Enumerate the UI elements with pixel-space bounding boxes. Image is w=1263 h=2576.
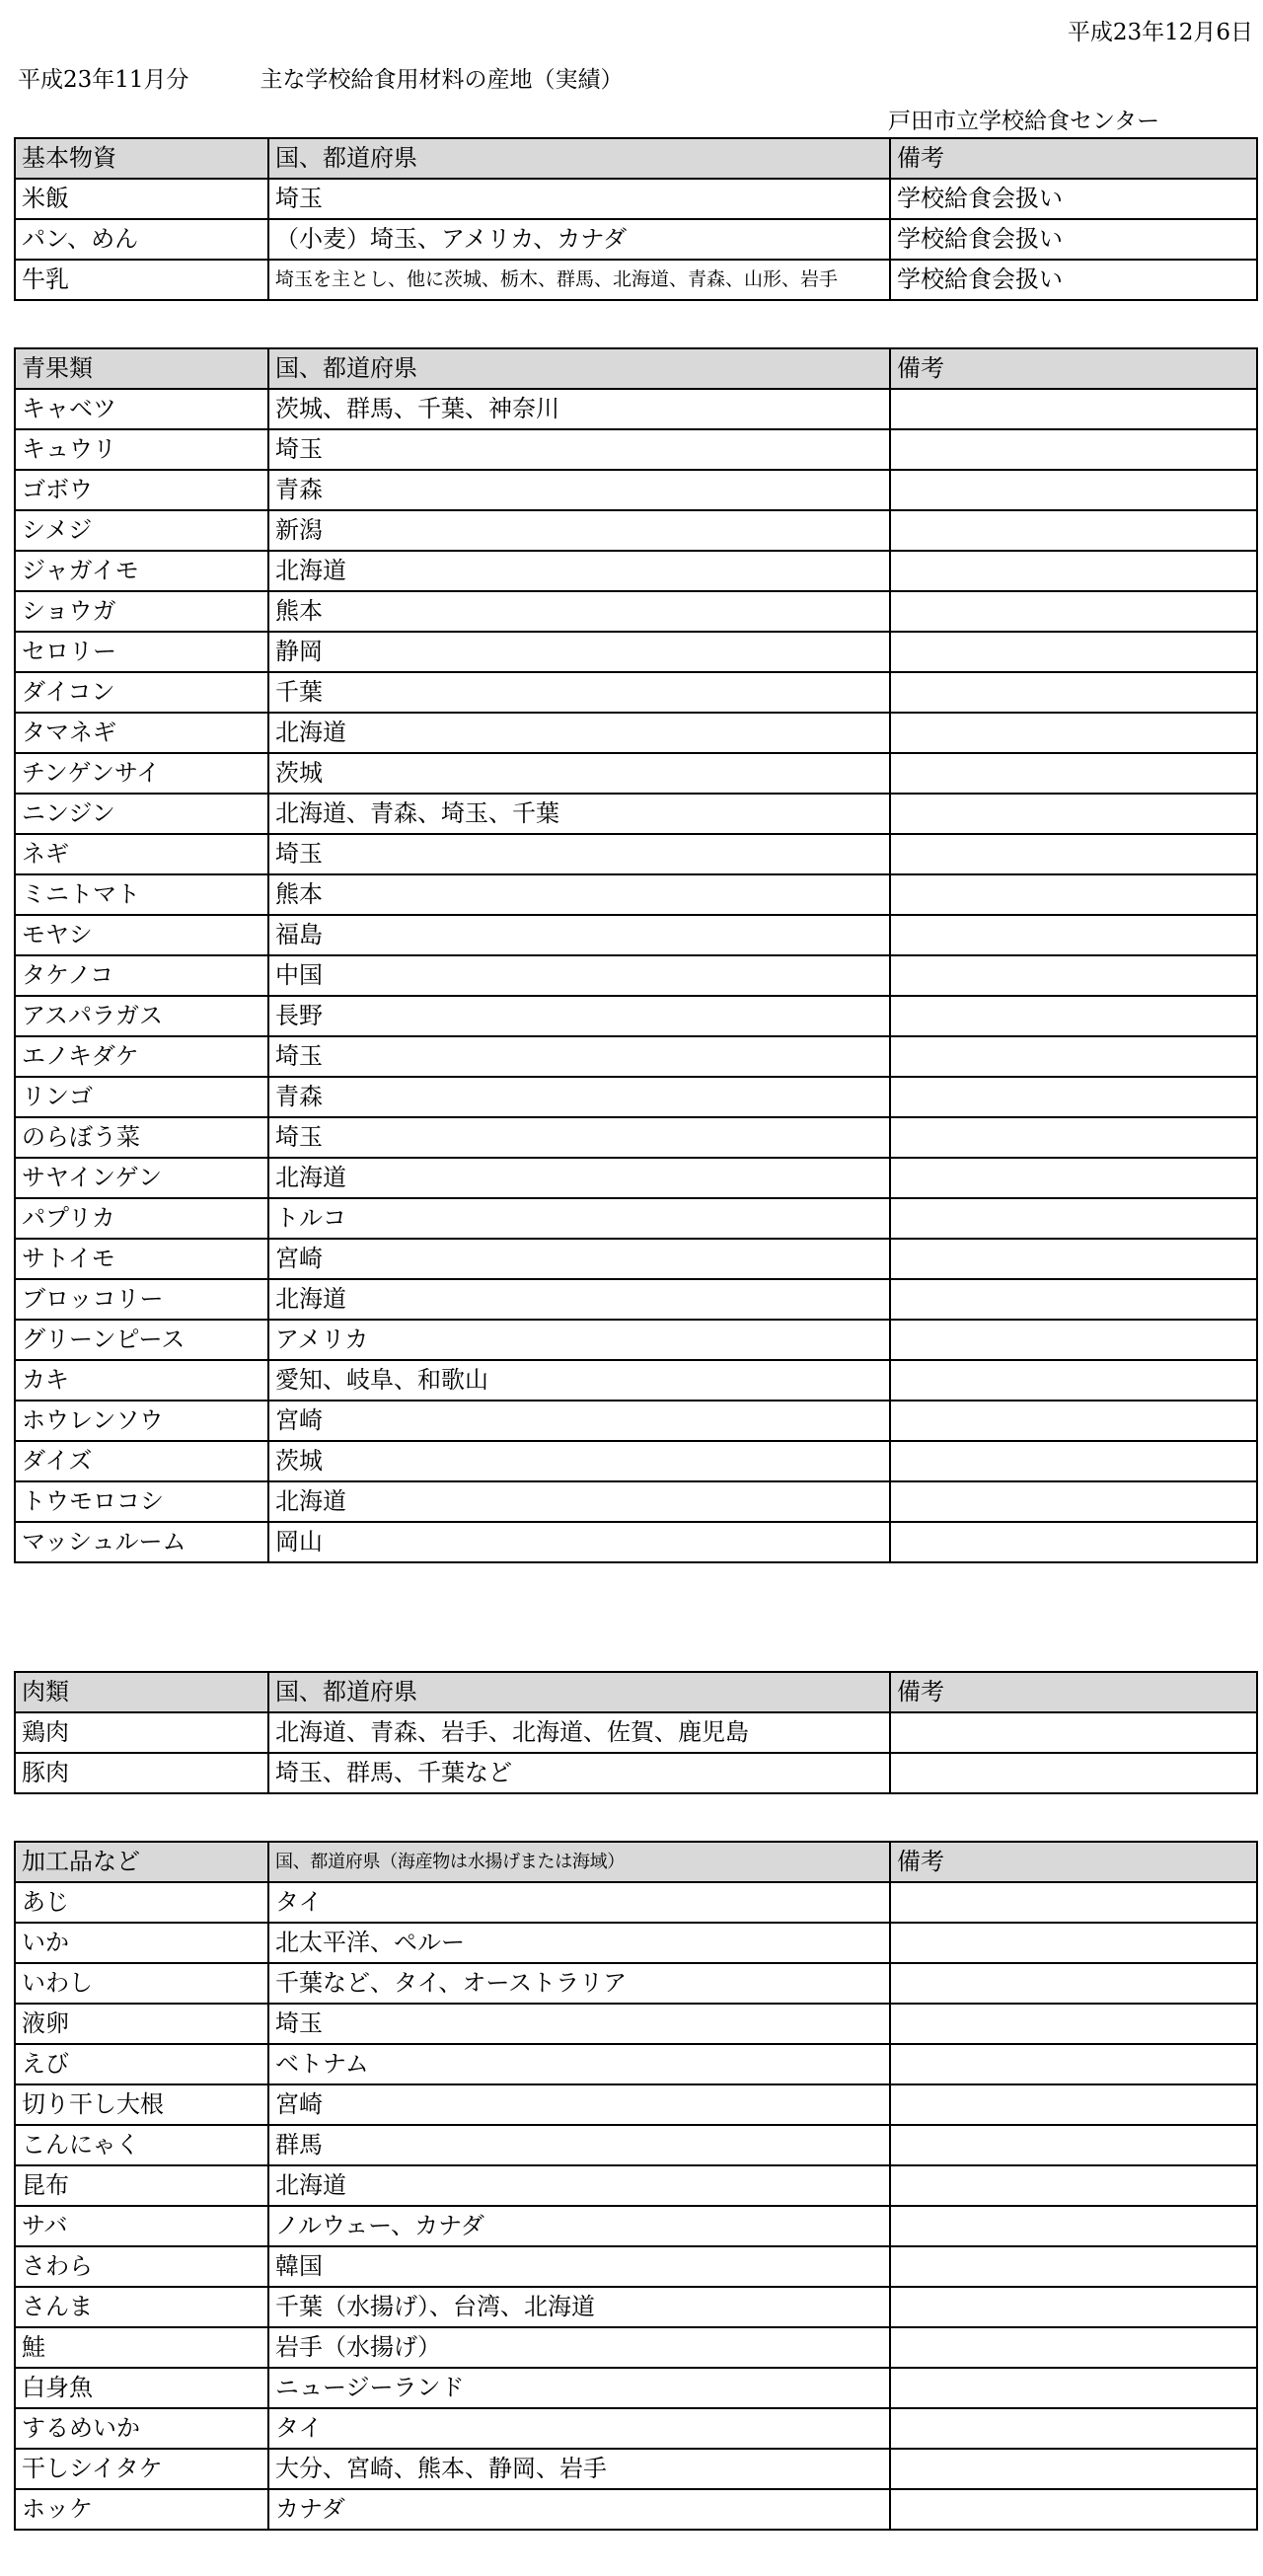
notes-cell: 学校給食会扱い	[890, 179, 1257, 219]
item-name-cell: タケノコ	[15, 955, 268, 996]
item-name-cell: さわら	[15, 2246, 268, 2287]
table-row	[15, 955, 1257, 996]
origin-cell: タイ	[268, 2408, 890, 2449]
document-title	[18, 61, 624, 94]
item-name-cell: ニンジン	[15, 794, 268, 834]
notes-cell	[890, 1712, 1257, 1753]
item-name-cell: のらぼう菜	[15, 1117, 268, 1158]
organization-name: 戸田市立学校給食センター	[888, 109, 1160, 134]
table-row	[15, 1441, 1257, 1481]
origin-header: 国、都道府県	[268, 1672, 890, 1712]
item-name-cell: ダイズ	[15, 1441, 268, 1481]
origin-cell: 青森	[268, 1077, 890, 1117]
item-name-cell: ゴボウ	[15, 470, 268, 510]
table-row	[15, 2287, 1257, 2327]
origin-cell: 岩手（水揚げ）	[268, 2327, 890, 2368]
origin-cell: 群馬	[268, 2125, 890, 2165]
item-name-cell: 豚肉	[15, 1753, 268, 1793]
table-row	[15, 713, 1257, 753]
notes-cell	[890, 834, 1257, 874]
notes-cell	[890, 2044, 1257, 2084]
origin-cell: 茨城	[268, 1441, 890, 1481]
table-row	[15, 1401, 1257, 1441]
origin-cell: 埼玉	[268, 834, 890, 874]
notes-cell	[890, 1036, 1257, 1077]
origin-cell: 新潟	[268, 510, 890, 551]
table-row	[15, 2368, 1257, 2408]
table-row	[15, 510, 1257, 551]
table-row	[15, 2084, 1257, 2125]
origin-cell: 埼玉	[268, 2004, 890, 2044]
notes-cell	[890, 1923, 1257, 1963]
item-name-cell: サトイモ	[15, 1239, 268, 1279]
notes-cell: 学校給食会扱い	[890, 219, 1257, 260]
basic-supplies-table	[14, 137, 1258, 301]
origin-cell: 茨城、群馬、千葉、神奈川	[268, 389, 890, 429]
origin-cell: 千葉	[268, 672, 890, 713]
notes-cell	[890, 1882, 1257, 1923]
origin-cell: 千葉（水揚げ）、台湾、北海道	[268, 2287, 890, 2327]
category-header: 青果類	[15, 348, 268, 389]
notes-header: 備考	[890, 1842, 1257, 1882]
item-name-cell: ジャガイモ	[15, 551, 268, 591]
notes-cell	[890, 1198, 1257, 1239]
table-row	[15, 794, 1257, 834]
notes-cell	[890, 1360, 1257, 1401]
origin-cell: 北海道	[268, 1481, 890, 1522]
notes-cell	[890, 1963, 1257, 2004]
notes-cell	[890, 1158, 1257, 1198]
item-name-cell: タマネギ	[15, 713, 268, 753]
notes-cell	[890, 2165, 1257, 2206]
table-row	[15, 1963, 1257, 2004]
notes-header: 備考	[890, 348, 1257, 389]
category-header: 加工品など	[15, 1842, 268, 1882]
item-name-cell: マッシュルーム	[15, 1522, 268, 1562]
item-name-cell: 鶏肉	[15, 1712, 268, 1753]
origin-cell: 北海道	[268, 713, 890, 753]
table-row	[15, 2165, 1257, 2206]
table-row	[15, 2246, 1257, 2287]
origin-cell: 北海道	[268, 551, 890, 591]
notes-cell	[890, 1753, 1257, 1793]
item-name-cell: 切り干し大根	[15, 2084, 268, 2125]
item-name-cell: ホウレンソウ	[15, 1401, 268, 1441]
table-row	[15, 1239, 1257, 1279]
meat-table	[14, 1671, 1258, 1794]
item-name-cell: セロリー	[15, 632, 268, 672]
origin-cell: （小麦）埼玉、アメリカ、カナダ	[268, 219, 890, 260]
table-row	[15, 389, 1257, 429]
table-row	[15, 1712, 1257, 1753]
table-row	[15, 2044, 1257, 2084]
notes-header: 備考	[890, 1672, 1257, 1712]
notes-cell	[890, 510, 1257, 551]
item-name-cell: モヤシ	[15, 915, 268, 955]
origin-cell: 北海道	[268, 1158, 890, 1198]
notes-cell	[890, 915, 1257, 955]
table-row	[15, 1279, 1257, 1320]
table-row	[15, 179, 1257, 219]
notes-cell	[890, 2327, 1257, 2368]
notes-cell	[890, 2246, 1257, 2287]
origin-cell: 青森	[268, 470, 890, 510]
item-name-cell: トウモロコシ	[15, 1481, 268, 1522]
item-name-cell: カキ	[15, 1360, 268, 1401]
item-name-cell: ショウガ	[15, 591, 268, 632]
item-name-cell: キャベツ	[15, 389, 268, 429]
table-row	[15, 1320, 1257, 1360]
notes-cell	[890, 794, 1257, 834]
item-name-cell: するめいか	[15, 2408, 268, 2449]
origin-cell: ノルウェー、カナダ	[268, 2206, 890, 2246]
notes-cell	[890, 632, 1257, 672]
origin-cell: 愛知、岐阜、和歌山	[268, 1360, 890, 1401]
origin-cell: ベトナム	[268, 2044, 890, 2084]
table-row	[15, 2327, 1257, 2368]
origin-cell: カナダ	[268, 2489, 890, 2530]
table-row	[15, 2004, 1257, 2044]
produce-table	[14, 347, 1258, 1563]
origin-cell: 静岡	[268, 632, 890, 672]
notes-cell	[890, 389, 1257, 429]
notes-cell	[890, 2004, 1257, 2044]
table-row	[15, 2449, 1257, 2489]
table-row	[15, 632, 1257, 672]
origin-cell: 韓国	[268, 2246, 890, 2287]
item-name-cell: パン、めん	[15, 219, 268, 260]
notes-cell	[890, 2489, 1257, 2530]
table-row	[15, 551, 1257, 591]
notes-cell	[890, 2206, 1257, 2246]
table-row	[15, 591, 1257, 632]
table-row	[15, 2206, 1257, 2246]
origin-cell: ニュージーランド	[268, 2368, 890, 2408]
item-name-cell: 鮭	[15, 2327, 268, 2368]
origin-cell: 熊本	[268, 874, 890, 915]
notes-cell: 学校給食会扱い	[890, 260, 1257, 300]
notes-cell	[890, 429, 1257, 470]
origin-cell: 茨城	[268, 753, 890, 794]
origin-header: 国、都道府県（海産物は水揚げまたは海域）	[268, 1842, 890, 1882]
table-row	[15, 915, 1257, 955]
item-name-cell: アスパラガス	[15, 996, 268, 1036]
notes-cell	[890, 955, 1257, 996]
table-row	[15, 996, 1257, 1036]
notes-cell	[890, 470, 1257, 510]
table-row	[15, 2489, 1257, 2530]
table-header-row	[15, 348, 1257, 389]
item-name-cell: ミニトマト	[15, 874, 268, 915]
item-name-cell: チンゲンサイ	[15, 753, 268, 794]
table-row	[15, 219, 1257, 260]
item-name-cell: あじ	[15, 1882, 268, 1923]
notes-cell	[890, 2368, 1257, 2408]
origin-cell: 宮崎	[268, 1401, 890, 1441]
table-row	[15, 2125, 1257, 2165]
item-name-cell: いわし	[15, 1963, 268, 2004]
notes-cell	[890, 1077, 1257, 1117]
table-row	[15, 1198, 1257, 1239]
notes-cell	[890, 1441, 1257, 1481]
origin-cell: 北海道	[268, 2165, 890, 2206]
item-name-cell: こんにゃく	[15, 2125, 268, 2165]
item-name-cell: グリーンピース	[15, 1320, 268, 1360]
origin-cell: 埼玉	[268, 1117, 890, 1158]
item-name-cell: エノキダケ	[15, 1036, 268, 1077]
item-name-cell: ホッケ	[15, 2489, 268, 2530]
table-row	[15, 260, 1257, 300]
table-row	[15, 1360, 1257, 1401]
notes-cell	[890, 2408, 1257, 2449]
table-row	[15, 1036, 1257, 1077]
notes-cell	[890, 591, 1257, 632]
table-row	[15, 1522, 1257, 1562]
processed-foods-table	[14, 1841, 1258, 2531]
origin-cell: アメリカ	[268, 1320, 890, 1360]
item-name-cell: さんま	[15, 2287, 268, 2327]
notes-cell	[890, 996, 1257, 1036]
origin-cell: 宮崎	[268, 1239, 890, 1279]
table-header-row	[15, 1842, 1257, 1882]
origin-cell: 岡山	[268, 1522, 890, 1562]
item-name-cell: パプリカ	[15, 1198, 268, 1239]
item-name-cell: サヤインゲン	[15, 1158, 268, 1198]
item-name-cell: 昆布	[15, 2165, 268, 2206]
origin-cell: 熊本	[268, 591, 890, 632]
table-row	[15, 753, 1257, 794]
item-name-cell: 牛乳	[15, 260, 268, 300]
table-row	[15, 834, 1257, 874]
notes-cell	[890, 2449, 1257, 2489]
notes-cell	[890, 2125, 1257, 2165]
origin-header: 国、都道府県	[268, 138, 890, 179]
table-row	[15, 1481, 1257, 1522]
notes-cell	[890, 2084, 1257, 2125]
item-name-cell: シメジ	[15, 510, 268, 551]
report-title: 主な学校給食用材料の産地（実績）	[260, 67, 624, 93]
item-name-cell: キュウリ	[15, 429, 268, 470]
origin-cell: 北海道、青森、埼玉、千葉	[268, 794, 890, 834]
report-month: 平成23年11月分	[18, 67, 189, 93]
origin-cell: 千葉など、タイ、オーストラリア	[268, 1963, 890, 2004]
table-row	[15, 1117, 1257, 1158]
table-row	[15, 1077, 1257, 1117]
item-name-cell: えび	[15, 2044, 268, 2084]
origin-header: 国、都道府県	[268, 348, 890, 389]
item-name-cell: 白身魚	[15, 2368, 268, 2408]
category-header: 基本物資	[15, 138, 268, 179]
table-row	[15, 2408, 1257, 2449]
notes-cell	[890, 672, 1257, 713]
table-row	[15, 470, 1257, 510]
item-name-cell: ブロッコリー	[15, 1279, 268, 1320]
notes-cell	[890, 713, 1257, 753]
notes-cell	[890, 1239, 1257, 1279]
notes-cell	[890, 1117, 1257, 1158]
origin-cell: 北海道	[268, 1279, 890, 1320]
notes-header: 備考	[890, 138, 1257, 179]
notes-cell	[890, 2287, 1257, 2327]
origin-cell: 埼玉	[268, 179, 890, 219]
item-name-cell: ネギ	[15, 834, 268, 874]
origin-cell: 北海道、青森、岩手、北海道、佐賀、鹿児島	[268, 1712, 890, 1753]
item-name-cell: 干しシイタケ	[15, 2449, 268, 2489]
origin-cell: 福島	[268, 915, 890, 955]
notes-cell	[890, 1279, 1257, 1320]
table-row	[15, 874, 1257, 915]
item-name-cell: サバ	[15, 2206, 268, 2246]
origin-cell: タイ	[268, 1882, 890, 1923]
origin-cell: 宮崎	[268, 2084, 890, 2125]
notes-cell	[890, 753, 1257, 794]
item-name-cell: リンゴ	[15, 1077, 268, 1117]
origin-cell: 大分、宮崎、熊本、静岡、岩手	[268, 2449, 890, 2489]
table-row	[15, 1158, 1257, 1198]
item-name-cell: ダイコン	[15, 672, 268, 713]
table-row	[15, 672, 1257, 713]
document-date: 平成23年12月6日	[1067, 20, 1253, 45]
notes-cell	[890, 1481, 1257, 1522]
table-header-row	[15, 1672, 1257, 1712]
category-header: 肉類	[15, 1672, 268, 1712]
notes-cell	[890, 874, 1257, 915]
item-name-cell: 液卵	[15, 2004, 268, 2044]
origin-cell: 埼玉を主とし、他に茨城、栃木、群馬、北海道、青森、山形、岩手	[268, 260, 890, 300]
notes-cell	[890, 1522, 1257, 1562]
table-row	[15, 1753, 1257, 1793]
origin-cell: トルコ	[268, 1198, 890, 1239]
notes-cell	[890, 551, 1257, 591]
origin-cell: 埼玉、群馬、千葉など	[268, 1753, 890, 1793]
item-name-cell: いか	[15, 1923, 268, 1963]
notes-cell	[890, 1401, 1257, 1441]
origin-cell: 埼玉	[268, 429, 890, 470]
origin-cell: 埼玉	[268, 1036, 890, 1077]
table-row	[15, 1882, 1257, 1923]
table-row	[15, 1923, 1257, 1963]
origin-cell: 中国	[268, 955, 890, 996]
origin-cell: 北太平洋、ペルー	[268, 1923, 890, 1963]
table-row	[15, 429, 1257, 470]
item-name-cell: 米飯	[15, 179, 268, 219]
table-header-row	[15, 138, 1257, 179]
notes-cell	[890, 1320, 1257, 1360]
origin-cell: 長野	[268, 996, 890, 1036]
